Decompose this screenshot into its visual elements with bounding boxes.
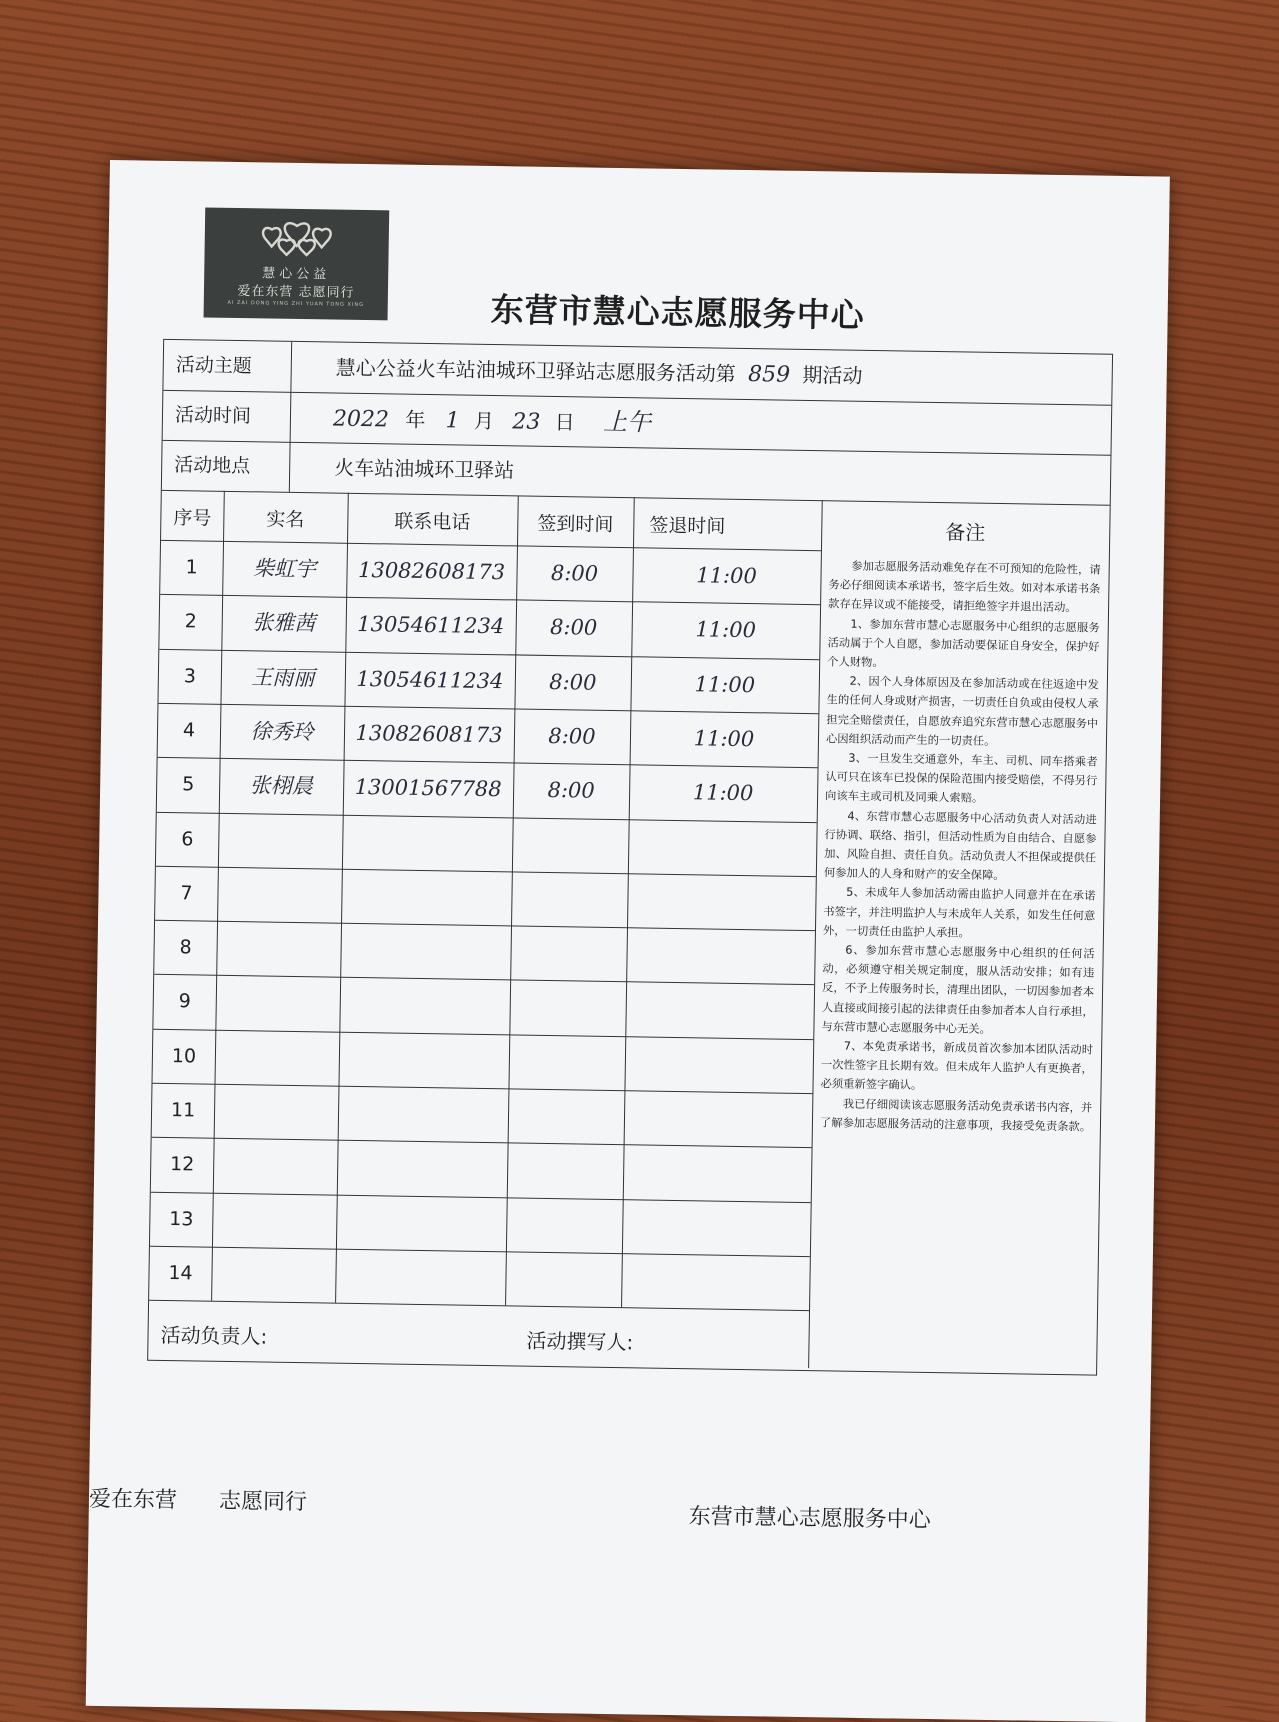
cell-out: 11:00 xyxy=(695,617,757,643)
time-year: 2022 xyxy=(332,406,390,433)
time-value xyxy=(333,393,652,448)
cell-phone: 13054611234 xyxy=(357,612,505,639)
cell-phone xyxy=(335,1249,506,1306)
note-paragraph: 5、未成年人参加活动需由监护人同意并在在承诺书签字，并注明监护人与未成年人关系，如发生任何意外，一切责任由监护人承担。 xyxy=(822,886,1096,940)
signature-row xyxy=(148,1300,809,1369)
cell-no: 11 xyxy=(170,1099,196,1122)
theme-suffix: 期活动 xyxy=(802,362,863,388)
cell-name xyxy=(215,975,340,1031)
footer-slogan xyxy=(89,1482,307,1516)
time-day-unit: 日 xyxy=(554,410,575,435)
cell-out xyxy=(627,873,816,930)
note-paragraph: 4、东营市慧心志愿服务中心活动负责人对活动进行协调、联络、指引，但活动性质为自由结合、自愿参加、风险自担、责任自负。活动负责人不担保或提供任何参加人的人身和财产的安全保障。 xyxy=(823,809,1097,883)
cell-name xyxy=(216,921,341,977)
cell-out xyxy=(626,927,815,984)
note-paragraph: 1、参加东营市慧心志愿服务中心组织的志愿服务活动属于个人自愿，参加活动要保证自身安全，保护好个人财物。 xyxy=(827,617,1100,670)
header-no: 序号 xyxy=(173,507,212,530)
cell-name: 张栩晨 xyxy=(249,773,313,799)
note-paragraph: 7、本免责承诺书，新成员首次参加本团队活动时一次性签字且长期有效。但未成年人监护人有更换者，必须重新签字确认。 xyxy=(820,1039,1094,1093)
cell-in: 8:00 xyxy=(549,615,598,641)
footer-slogan-1: 爱在东营 xyxy=(88,1486,178,1514)
note-paragraph: 6、参加东营市慧心志愿服务中心组织的任何活动，必须遵守相关规定制度，服从活动安排；如有违反，不予上传服务时长，清理出团队，一切因参加者本人直接或间接引起的法律责任由参加者本人自行承担，与东营市慧心志愿服务中心无关。 xyxy=(821,943,1095,1036)
cell-in xyxy=(510,925,627,981)
header-notes: 备注 xyxy=(945,520,986,545)
time-day: 23 xyxy=(512,409,541,435)
cell-out: 11:00 xyxy=(694,671,756,697)
cell-no: 9 xyxy=(178,990,192,1013)
cell-phone xyxy=(338,1031,509,1088)
cell-out: 11:00 xyxy=(696,563,757,589)
cell-out xyxy=(622,1199,811,1256)
cell-no: 4 xyxy=(182,719,196,742)
place-value: 火车站油城环卫驿站 xyxy=(334,455,515,483)
cell-out xyxy=(625,982,814,1039)
cell-phone xyxy=(338,1086,509,1143)
cell-name: 王雨丽 xyxy=(251,664,315,690)
cell-name xyxy=(215,1029,340,1085)
footer-slogan-2: 志愿同行 xyxy=(218,1488,308,1516)
note-paragraph: 参加志愿服务活动难免存在不可预知的危险性，请务必仔细阅读本承诺书，签字后生效。如对本承诺书条款存在异议或不能接受，请拒绝签字并退出活动。 xyxy=(828,559,1101,615)
cell-phone xyxy=(341,869,512,926)
place-label: 活动地点 xyxy=(162,440,291,492)
cell-name: 徐秀玲 xyxy=(250,719,314,745)
cell-phone xyxy=(340,923,511,980)
cell-name: 柴虹宇 xyxy=(252,556,317,582)
sign-in-sheet xyxy=(86,160,1170,1722)
attendance-table xyxy=(149,490,1110,1315)
cell-no: 5 xyxy=(181,773,195,796)
time-month: 1 xyxy=(445,408,460,434)
cell-in xyxy=(508,1088,625,1144)
disclaimer-notes xyxy=(820,556,1101,1136)
cell-name xyxy=(217,867,342,923)
time-label: 活动时间 xyxy=(163,390,292,442)
cell-name xyxy=(211,1247,336,1303)
cell-out xyxy=(623,1144,812,1201)
logo-pinyin: AI ZAI DONG YING ZHI YUAN TONG XING xyxy=(227,299,365,309)
header-checkin: 签到时间 xyxy=(537,512,614,536)
cell-in xyxy=(512,817,629,873)
cell-no: 7 xyxy=(180,881,193,905)
cell-name xyxy=(212,1192,337,1248)
header-name: 实名 xyxy=(266,508,305,532)
cell-name xyxy=(213,1138,338,1194)
note-paragraph: 我已仔细阅读该志愿服务活动免责承诺书内容，并了解参加志愿服务活动的注意事项，我接受免责条款。 xyxy=(819,1097,1093,1134)
cell-phone xyxy=(336,1194,507,1251)
time-period: 上午 xyxy=(602,407,652,437)
cell-out xyxy=(628,819,817,876)
cell-in xyxy=(507,1143,624,1199)
header-checkout: 签退时间 xyxy=(649,514,726,538)
cell-phone: 13082608173 xyxy=(357,557,506,585)
attendance-form xyxy=(147,339,1113,1376)
cell-name xyxy=(214,1084,339,1140)
cell-in: 8:00 xyxy=(550,560,599,586)
cell-phone: 13001567788 xyxy=(354,775,502,802)
footer-organization: 东营市慧心志愿服务中心 xyxy=(688,1504,931,1534)
leader-signature-label: 活动负责人: xyxy=(160,1322,268,1349)
cell-out: 11:00 xyxy=(692,780,754,806)
theme-label: 活动主题 xyxy=(163,340,292,392)
cell-phone xyxy=(339,977,510,1034)
cell-out xyxy=(624,1090,813,1147)
cell-in: 8:00 xyxy=(548,723,596,749)
cell-no: 13 xyxy=(169,1207,194,1231)
time-month-unit: 月 xyxy=(473,408,495,434)
cell-name: 张雅茜 xyxy=(252,610,316,636)
cell-in: 8:00 xyxy=(547,778,595,803)
cell-in xyxy=(511,871,628,927)
cell-in xyxy=(505,1251,622,1307)
cell-no: 2 xyxy=(184,610,197,633)
logo-slogan: 爱在东营 志愿同行 xyxy=(237,284,355,301)
logo-brand: 慧心公益 xyxy=(262,266,331,283)
cell-name xyxy=(218,812,343,868)
cell-in xyxy=(509,980,626,1036)
cell-no: 1 xyxy=(185,556,198,579)
cell-no: 10 xyxy=(171,1044,197,1068)
cell-in xyxy=(506,1197,623,1253)
cell-out xyxy=(621,1253,810,1310)
cell-no: 8 xyxy=(179,936,192,959)
cell-in: 8:00 xyxy=(549,669,597,695)
note-paragraph: 2、因个人身体原因及在参加活动或在往返途中发生的任何人身或财产损害，一切责任自负或由侵权人承担完全赔偿责任，自愿放弃追究东营市慧心志愿服务中心因组织活动而产生的一切责任。 xyxy=(825,674,1099,748)
time-year-unit: 年 xyxy=(405,407,426,432)
hearts-logo-icon xyxy=(252,218,341,263)
cell-phone: 13054611234 xyxy=(356,666,504,693)
theme-value xyxy=(335,343,862,401)
cell-no: 3 xyxy=(183,664,197,688)
cell-no: 6 xyxy=(181,827,194,850)
cell-out: 11:00 xyxy=(693,726,755,752)
cell-phone xyxy=(342,814,513,871)
cell-out xyxy=(624,1036,813,1093)
cell-phone: 13082608173 xyxy=(355,720,503,748)
theme-prefix: 慧心公益火车站油城环卫驿站志愿服务活动第 xyxy=(335,355,736,386)
writer-signature-label: 活动撰写人: xyxy=(526,1328,634,1355)
cell-in xyxy=(508,1034,625,1090)
cell-phone xyxy=(337,1140,508,1197)
cell-no: 14 xyxy=(168,1261,193,1285)
document-title: 东营市慧心志愿服务中心 xyxy=(490,290,865,335)
theme-number: 859 xyxy=(747,362,791,388)
header-phone: 联系电话 xyxy=(394,510,471,534)
note-paragraph: 3、一旦发生交通意外，车主、司机、同车搭乘者认可只在该车已投保的保险范围内接受赔偿，不得另行向该车主或司机及同乘人索赔。 xyxy=(824,751,1098,806)
cell-no: 12 xyxy=(169,1153,195,1176)
